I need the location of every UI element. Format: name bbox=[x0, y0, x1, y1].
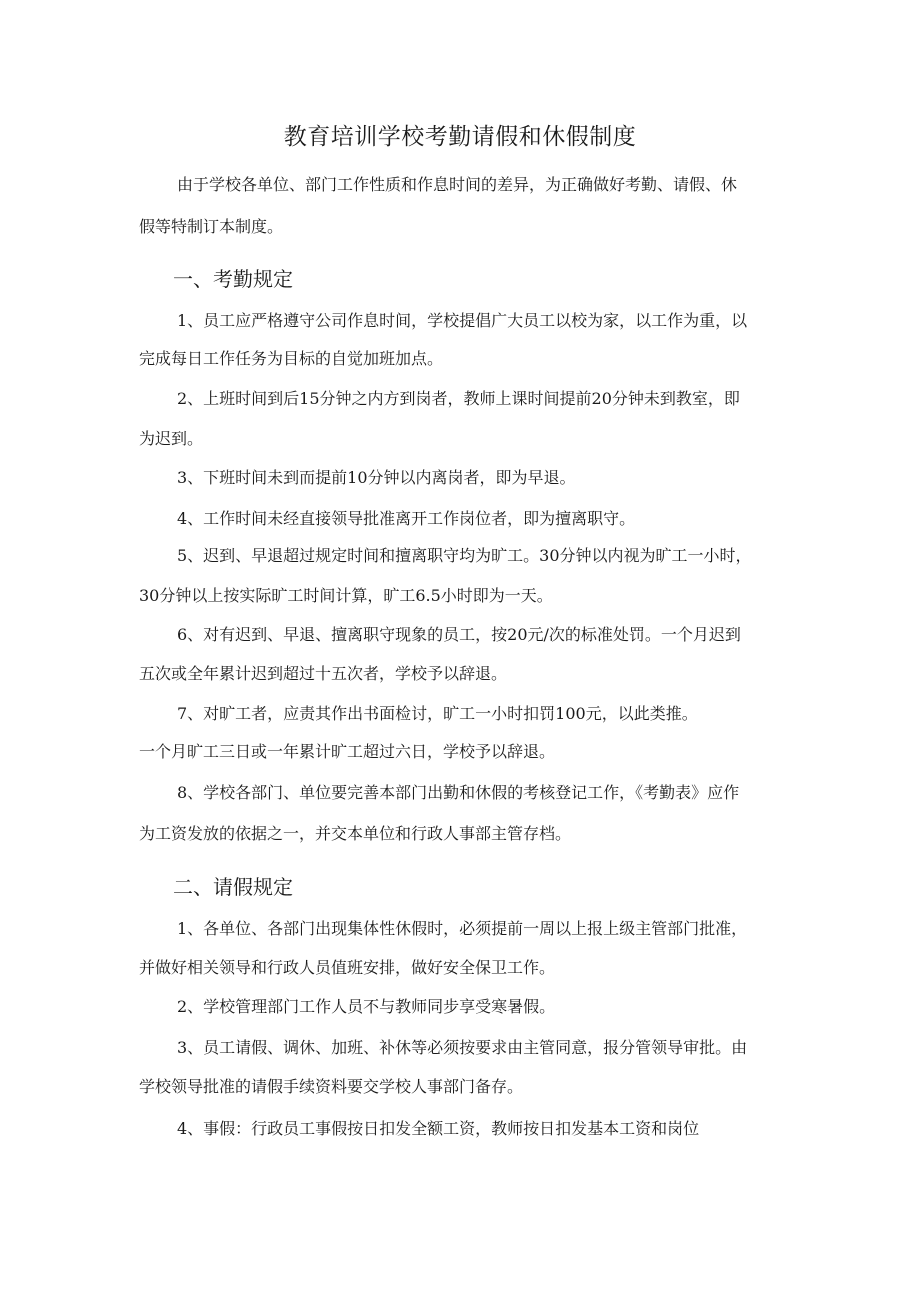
intro-line-1: 由于学校各单位、部门工作性质和作息时间的差异，为正确做好考勤、请假、休 bbox=[177, 175, 738, 194]
attendance-item-4-line-1: 4、工作时间未经直接领导批准离开工作岗位者，即为擅离职守。 bbox=[177, 509, 636, 528]
attendance-item-2-line-2: 为迟到。 bbox=[139, 429, 204, 448]
attendance-item-7-line-2: 一个月旷工三日或一年累计旷工超过六日，学校予以辞退。 bbox=[139, 742, 556, 761]
attendance-item-5-line-2: 30分钟以上按实际旷工时间计算，旷工6.5小时即为一天。 bbox=[139, 586, 553, 605]
attendance-item-1-line-2: 完成每日工作任务为目标的自觉加班加点。 bbox=[139, 349, 444, 368]
attendance-item-8-line-2: 为工资发放的依据之一，并交本单位和行政人事部主管存档。 bbox=[139, 824, 572, 843]
attendance-item-8-line-1: 8、学校各部门、单位要完善本部门出勤和休假的考核登记工作，《考勤表》应作 bbox=[177, 783, 740, 802]
attendance-item-2-line-1: 2、上班时间到后15分钟之内方到岗者，教师上课时间提前20分钟未到教室，即 bbox=[177, 389, 740, 408]
attendance-item-6-line-1: 6、对有迟到、早退、擅离职守现象的员工，按20元/次的标准处罚。一个月迟到 bbox=[177, 625, 741, 644]
leave-item-4-line-1: 4、事假：行政员工事假按日扣发全额工资，教师按日扣发基本工资和岗位 bbox=[177, 1119, 700, 1138]
section-heading-attendance: 一、考勤规定 bbox=[173, 267, 293, 291]
intro-line-2: 假等特制订本制度。 bbox=[139, 217, 284, 236]
attendance-item-7-line-1: 7、对旷工者，应责其作出书面检讨，旷工一小时扣罚100元，以此类推。 bbox=[177, 704, 698, 723]
leave-item-1-line-1: 1、各单位、各部门出现集体性休假时，必须提前一周以上报上级主管部门批准， bbox=[177, 919, 748, 938]
attendance-item-3-line-1: 3、下班时间未到而提前10分钟以内离岗者，即为早退。 bbox=[177, 468, 576, 487]
leave-item-2-line-1: 2、学校管理部门工作人员不与教师同步享受寒暑假。 bbox=[177, 997, 556, 1016]
attendance-item-6-line-2: 五次或全年累计迟到超过十五次者，学校予以辞退。 bbox=[139, 664, 508, 683]
leave-item-3-line-2: 学校领导批准的请假手续资料要交学校人事部门备存。 bbox=[139, 1077, 524, 1096]
leave-item-1-line-2: 并做好相关领导和行政人员值班安排，做好安全保卫工作。 bbox=[139, 958, 556, 977]
leave-item-3-line-1: 3、员工请假、调休、加班、补休等必须按要求由主管同意，报分管领导审批。由 bbox=[177, 1038, 748, 1057]
document-title: 教育培训学校考勤请假和休假制度 bbox=[283, 124, 637, 150]
section-heading-leave: 二、请假规定 bbox=[173, 875, 293, 899]
attendance-item-5-line-1: 5、迟到、早退超过规定时间和擅离职守均为旷工。30分钟以内视为旷工一小时， bbox=[177, 546, 752, 565]
attendance-item-1-line-1: 1、员工应严格遵守公司作息时间，学校提倡广大员工以校为家，以工作为重，以 bbox=[177, 311, 748, 330]
